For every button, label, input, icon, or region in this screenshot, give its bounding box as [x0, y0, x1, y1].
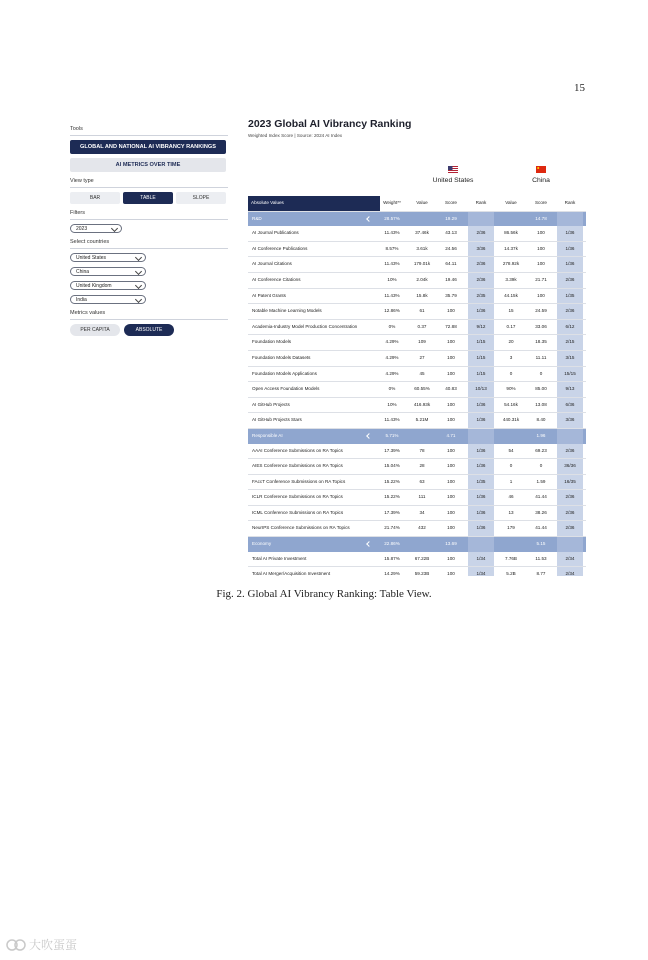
- table-row: [248, 490, 586, 506]
- cell-us-rank: [468, 537, 494, 552]
- cell-metric-name: AI Patent Grants: [252, 292, 286, 298]
- cell-us-value: 27: [419, 354, 425, 360]
- cell-china-score: 100: [537, 261, 545, 267]
- header-weight: Weight**: [383, 200, 401, 205]
- select-countries-label: Select countries: [70, 239, 110, 245]
- cell-metric-name: Total AI Private Investment: [252, 555, 307, 561]
- cell-weight: 10%: [387, 276, 397, 282]
- cell-metric-name: Open Access Foundation Models: [252, 386, 320, 392]
- cell-weight: 17.39%: [384, 509, 400, 515]
- cell-us-value: [408, 537, 436, 552]
- cell-china-rank: [557, 537, 583, 552]
- cell-us-rank: 1/15: [468, 367, 494, 382]
- cell-us-score: 40.83: [445, 386, 457, 392]
- cell-china-value: 0.17: [506, 323, 516, 329]
- per-capita-button[interactable]: PER CAPITA: [70, 324, 120, 336]
- table-row: [248, 521, 586, 537]
- cell-china-rank: 9/13: [557, 382, 583, 397]
- cell-us-rank: 1/36: [468, 506, 494, 521]
- tools-label: Tools: [70, 126, 83, 132]
- cell-china-rank: 3/36: [557, 413, 583, 428]
- cell-us-score: 100: [447, 509, 455, 515]
- country-value: India: [76, 297, 87, 303]
- tool-metrics-over-time-button[interactable]: AI METRICS OVER TIME: [70, 158, 226, 172]
- cell-weight: 4.29%: [385, 339, 399, 345]
- cell-metric-name: R&D: [252, 215, 262, 221]
- figure-screenshot: [62, 110, 588, 576]
- cell-china-rank: 1/36: [557, 226, 583, 241]
- cell-weight: 4.29%: [385, 354, 399, 360]
- cell-china-value: 54: [508, 447, 514, 453]
- cell-china-value: 7.76B: [504, 555, 517, 561]
- figure-caption: Fig. 2. Global AI Vibrancy Ranking: Table View.: [216, 588, 432, 600]
- cell-weight: 11.43%: [384, 292, 400, 298]
- cell-us-score: 100: [447, 339, 455, 345]
- cell-metric-name: Responsible AI: [252, 432, 283, 438]
- year-select[interactable]: [70, 224, 122, 233]
- cell-china-rank: 1/36: [557, 257, 583, 272]
- cell-china-score: 38.26: [535, 509, 547, 515]
- cell-china-score: 8.77: [536, 571, 546, 576]
- cell-us-score: 100: [447, 370, 455, 376]
- header-score: Score: [534, 200, 547, 205]
- cell-metric-name: AAAI Conference Submissions on RA Topics: [252, 447, 343, 453]
- metrics-values-label: Metrics values: [70, 310, 106, 316]
- ranking-header: [248, 118, 411, 138]
- cell-us-rank: 1/36: [468, 459, 494, 474]
- cell-us-rank: 3/36: [468, 242, 494, 257]
- cell-us-rank: 1/36: [468, 490, 494, 505]
- view-table-button[interactable]: TABLE: [123, 192, 173, 204]
- header-absolute-values: Absolute Values: [248, 196, 380, 211]
- cell-us-value: 416.93k: [413, 401, 431, 407]
- cell-weight: 12.86%: [384, 308, 400, 314]
- table-header-row: [248, 196, 586, 212]
- cell-us-score: 100: [447, 447, 455, 453]
- cell-china-rank: 6/36: [557, 398, 583, 413]
- table-row: [248, 257, 586, 273]
- cell-metric-name: Foundation Models: [252, 339, 292, 345]
- cell-china-value: 0: [509, 463, 513, 469]
- cell-weight: 17.39%: [384, 447, 400, 453]
- cell-china-value: 90%: [506, 386, 516, 392]
- cell-us-rank: 2/36: [468, 257, 494, 272]
- chevron-down-icon: [135, 282, 142, 289]
- cell-metric-name: FAccT Conference Submissions on RA Topics: [252, 478, 346, 484]
- cell-china-value: 440.31k: [502, 417, 520, 423]
- cell-china-score: 1.59: [536, 478, 546, 484]
- cell-china-rank: 2/34: [557, 567, 583, 576]
- cell-china-score: 0: [539, 370, 543, 376]
- sidebar-panel: [70, 120, 228, 336]
- watermark: [6, 936, 77, 953]
- china-flag-icon: [536, 166, 546, 173]
- cell-us-score: 100: [447, 401, 455, 407]
- cell-china-score: 69.23: [535, 447, 547, 453]
- table-row: [248, 444, 586, 460]
- cell-us-value: 3.61k: [416, 245, 428, 251]
- cell-us-score: 100: [447, 478, 455, 484]
- table-row: [248, 351, 586, 367]
- cell-us-rank: [468, 212, 494, 227]
- cell-china-score: 33.06: [535, 323, 547, 329]
- cell-china-rank: 1/35: [557, 289, 583, 304]
- country-select[interactable]: [70, 281, 146, 290]
- table-row: [248, 552, 586, 568]
- divider: [70, 319, 228, 320]
- cell-weight: 11.43%: [384, 261, 400, 267]
- us-flag-icon: [448, 166, 458, 173]
- country-value: China: [76, 269, 90, 275]
- filters-label: Filters: [70, 210, 85, 216]
- chevron-down-icon: [135, 268, 142, 275]
- cell-china-score: 18.35: [535, 339, 547, 345]
- divider: [70, 219, 228, 220]
- table-row: [248, 320, 586, 336]
- watermark-logo-icon: [6, 938, 26, 952]
- cell-china-rank: 16/35: [557, 475, 583, 490]
- country-name: China: [532, 177, 550, 184]
- watermark-text: 大吹蛋蛋: [29, 938, 78, 952]
- cell-us-value: 109: [418, 339, 426, 345]
- table-row: [248, 367, 586, 383]
- cell-china-value: [496, 429, 526, 444]
- cell-us-rank: 10/13: [468, 382, 494, 397]
- table-row: [248, 567, 586, 576]
- cell-us-score: 100: [447, 525, 455, 531]
- view-type-label: View type: [70, 178, 94, 184]
- cell-china-value: 0: [509, 370, 513, 376]
- cell-china-score: 24.59: [535, 308, 547, 314]
- table-row: [248, 242, 586, 258]
- header-value: Value: [505, 200, 517, 205]
- page-number: 15: [574, 82, 585, 94]
- cell-china-rank: 36/36: [557, 459, 583, 474]
- cell-china-rank: 2/36: [557, 444, 583, 459]
- cell-us-score: 100: [447, 463, 455, 469]
- cell-us-score: 4.71: [446, 432, 456, 438]
- cell-china-value: 14.37k: [504, 245, 518, 251]
- table-row: [248, 475, 586, 491]
- cell-china-rank: 2/36: [557, 490, 583, 505]
- header-value: Value: [416, 200, 428, 205]
- cell-weight: 11.43%: [384, 417, 400, 423]
- cell-weight: 10%: [387, 401, 397, 407]
- ranking-subtitle: Weighted Index Score | Source: 2024 AI Index: [248, 133, 343, 138]
- cell-china-rank: 1/36: [557, 242, 583, 257]
- cell-china-value: 5.2B: [506, 571, 516, 576]
- cell-us-rank: 1/34: [468, 552, 494, 567]
- cell-china-score: 11.11: [535, 354, 547, 360]
- table-row: [248, 382, 586, 398]
- cell-china-score: 21.71: [535, 276, 547, 282]
- cell-us-score: 35.79: [445, 292, 457, 298]
- tool-rankings-button[interactable]: GLOBAL AND NATIONAL AI VIBRANCY RANKINGS: [70, 140, 226, 154]
- cell-metric-name: AI Journal Citations: [252, 261, 292, 267]
- cell-us-value: 34: [419, 509, 425, 515]
- cell-us-rank: 1/36: [468, 304, 494, 319]
- cell-china-value: 3.39k: [505, 276, 517, 282]
- cell-china-value: 15: [508, 308, 514, 314]
- cell-china-score: 1.96: [536, 432, 546, 438]
- cell-china-rank: 2/15: [557, 335, 583, 350]
- country-name: United States: [432, 177, 474, 184]
- cell-china-score: 41.44: [535, 525, 547, 531]
- cell-weight: 15.22%: [384, 494, 400, 500]
- divider: [70, 135, 228, 136]
- cell-us-value: 37.46k: [415, 230, 429, 236]
- header-score: Score: [444, 200, 457, 205]
- view-type-toggle: [70, 192, 228, 204]
- table-row: [248, 506, 586, 522]
- cell-us-rank: 1/15: [468, 335, 494, 350]
- country-value: United States: [76, 255, 107, 261]
- cell-china-rank: 15/15: [557, 367, 583, 382]
- table-row: [248, 304, 586, 320]
- ranking-table: [248, 196, 586, 576]
- country-value: United Kingdom: [76, 283, 112, 289]
- cell-china-value: 179: [507, 525, 515, 531]
- cell-china-value: [496, 212, 526, 227]
- cell-metric-name: AI GitHub Projects: [252, 401, 290, 407]
- cell-china-value: 86.56k: [504, 230, 518, 236]
- cell-us-score: 100: [447, 494, 455, 500]
- view-slope-button[interactable]: SLOPE: [176, 192, 226, 204]
- cell-weight: 11.43%: [384, 230, 400, 236]
- cell-china-rank: 2/36: [557, 506, 583, 521]
- table-row: [248, 335, 586, 351]
- cell-china-score: 100: [537, 230, 545, 236]
- cell-china-score: 100: [537, 245, 545, 251]
- cell-us-score: 43.13: [445, 230, 457, 236]
- cell-weight: 0%: [388, 386, 396, 392]
- year-value: 2023: [76, 226, 88, 232]
- cell-china-score: 13.08: [535, 401, 547, 407]
- country-united-states: [423, 166, 483, 184]
- cell-china-value: 278.92k: [502, 261, 520, 267]
- cell-metric-name: AI GitHub Projects Stars: [252, 417, 302, 423]
- cell-us-score: 13.69: [445, 541, 457, 547]
- cell-china-rank: [557, 429, 583, 444]
- cell-us-value: [408, 212, 436, 227]
- chevron-down-icon: [135, 254, 142, 261]
- cell-metric-name: Foundation Models Datasets: [252, 354, 311, 360]
- cell-china-rank: 2/36: [557, 521, 583, 536]
- ranking-title: 2023 Global AI Vibrancy Ranking: [248, 118, 412, 130]
- cell-metric-name: Foundation Models Applications: [252, 370, 317, 376]
- cell-weight: 0%: [388, 323, 396, 329]
- cell-us-value: 2.04k: [416, 276, 428, 282]
- cell-weight: 5.71%: [385, 432, 399, 438]
- table-row: [248, 459, 586, 475]
- cell-us-score: 72.88: [445, 323, 457, 329]
- divider: [70, 248, 228, 249]
- cell-us-rank: [468, 429, 494, 444]
- cell-us-rank: 1/15: [468, 351, 494, 366]
- cell-metric-name: AI Conference Citations: [252, 276, 301, 282]
- cell-us-score: 100: [447, 417, 455, 423]
- cell-metric-name: ICLR Conference Submissions on RA Topics: [252, 494, 343, 500]
- cell-metric-name: Academia-Industry Model Production Concentration: [252, 323, 358, 329]
- table-row: [248, 413, 586, 429]
- cell-weight: 28.57%: [384, 215, 400, 221]
- cell-us-rank: 1/36: [468, 444, 494, 459]
- table-row: [248, 273, 586, 289]
- cell-china-score: 100: [537, 292, 545, 298]
- cell-us-rank: 1/36: [468, 398, 494, 413]
- country-select[interactable]: [70, 253, 146, 262]
- cell-metric-name: AIES Conference Submissions on RA Topics: [252, 463, 343, 469]
- cell-us-value: 67.22B: [414, 555, 430, 561]
- cell-china-rank: [557, 212, 583, 227]
- cell-china-value: 3: [509, 354, 513, 360]
- cell-weight: 15.87%: [384, 555, 400, 561]
- cell-us-score: 19.46: [445, 276, 457, 282]
- cell-metric-name: NeurIPS Conference Submissions on RA Topics: [252, 525, 350, 531]
- cell-us-score: 64.11: [445, 261, 457, 267]
- cell-china-rank: 2/36: [557, 304, 583, 319]
- cell-us-score: 24.56: [445, 245, 457, 251]
- cell-us-value: 63: [419, 478, 425, 484]
- chevron-down-icon: [111, 225, 118, 232]
- table-group-row[interactable]: [248, 537, 586, 552]
- cell-us-score: 100: [447, 308, 455, 314]
- cell-china-score: 8.40: [536, 417, 546, 423]
- cell-us-rank: 2/36: [468, 226, 494, 241]
- cell-us-rank: 2/35: [468, 289, 494, 304]
- cell-us-value: 432: [418, 525, 426, 531]
- cell-metric-name: Total AI Merger/Acquisition Investment: [252, 571, 331, 576]
- absolute-button[interactable]: ABSOLUTE: [124, 324, 174, 336]
- cell-china-value: 54.16k: [504, 401, 518, 407]
- cell-us-value: 5.21M: [415, 417, 429, 423]
- cell-metric-name: AI Journal Publications: [252, 230, 299, 236]
- cell-us-value: 15.8k: [416, 292, 428, 298]
- cell-weight: 22.86%: [384, 541, 400, 547]
- chevron-down-icon: [135, 296, 142, 303]
- cell-china-score: 11.53: [535, 555, 547, 561]
- cell-china-score: 85.00: [535, 386, 547, 392]
- cell-metric-name: ICML Conference Submissions on RA Topics: [252, 509, 344, 515]
- cell-china-score: 41.44: [535, 494, 547, 500]
- table-row: [248, 398, 586, 414]
- cell-china-rank: 2/34: [557, 552, 583, 567]
- cell-weight: 15.22%: [384, 478, 400, 484]
- cell-us-value: 45: [419, 370, 425, 376]
- cell-us-rank: 1/35: [468, 475, 494, 490]
- metrics-toggle: [70, 324, 228, 336]
- cell-china-score: 5.15: [536, 541, 546, 547]
- cell-us-value: 61: [419, 308, 425, 314]
- cell-us-value: 111: [418, 494, 426, 500]
- cell-china-value: 44.15k: [504, 292, 518, 298]
- cell-weight: 21.74%: [384, 525, 400, 531]
- cell-china-rank: 3/15: [557, 351, 583, 366]
- cell-weight: 8.57%: [385, 245, 399, 251]
- cell-us-score: 100: [447, 354, 455, 360]
- cell-us-value: 60.55%: [414, 386, 430, 392]
- cell-china-value: 13: [508, 509, 514, 515]
- table-group-row[interactable]: [248, 429, 586, 444]
- cell-us-value: 0.37: [417, 323, 427, 329]
- view-bar-button[interactable]: BAR: [70, 192, 120, 204]
- cell-china-value: [496, 537, 526, 552]
- cell-china-score: 0: [539, 463, 543, 469]
- cell-us-score: 100: [447, 555, 455, 561]
- table-row: [248, 226, 586, 242]
- country-select[interactable]: [70, 295, 146, 304]
- country-select[interactable]: [70, 267, 146, 276]
- cell-metric-name: Economy: [252, 541, 272, 547]
- cell-us-rank: 1/36: [468, 413, 494, 428]
- cell-china-value: 20: [508, 339, 514, 345]
- country-china: [511, 166, 571, 184]
- cell-metric-name: AI Conference Publications: [252, 245, 308, 251]
- cell-us-score: 100: [447, 571, 455, 576]
- cell-us-value: 179.01k: [413, 261, 431, 267]
- cell-china-rank: 2/36: [557, 273, 583, 288]
- cell-weight: 4.29%: [385, 370, 399, 376]
- table-group-row[interactable]: [248, 212, 586, 227]
- header-rank: Rank: [468, 196, 494, 211]
- cell-us-value: 59.23B: [414, 571, 430, 576]
- cell-metric-name: Notable Machine Learning Models: [252, 308, 322, 314]
- table-row: [248, 289, 586, 305]
- cell-china-value: 1: [509, 478, 513, 484]
- cell-us-rank: 2/36: [468, 273, 494, 288]
- cell-china-rank: 6/12: [557, 320, 583, 335]
- cell-us-value: 78: [419, 447, 425, 453]
- cell-weight: 15.04%: [384, 463, 400, 469]
- cell-china-score: 14.78: [535, 215, 547, 221]
- cell-us-value: [408, 429, 436, 444]
- cell-us-rank: 9/12: [468, 320, 494, 335]
- cell-us-rank: 1/36: [468, 521, 494, 536]
- cell-us-value: 28: [419, 463, 425, 469]
- cell-us-rank: 1/34: [468, 567, 494, 576]
- divider: [70, 187, 228, 188]
- cell-weight: 14.29%: [384, 571, 400, 576]
- cell-china-value: 46: [508, 494, 514, 500]
- header-rank: Rank: [557, 196, 583, 211]
- cell-us-score: 19.29: [445, 215, 457, 221]
